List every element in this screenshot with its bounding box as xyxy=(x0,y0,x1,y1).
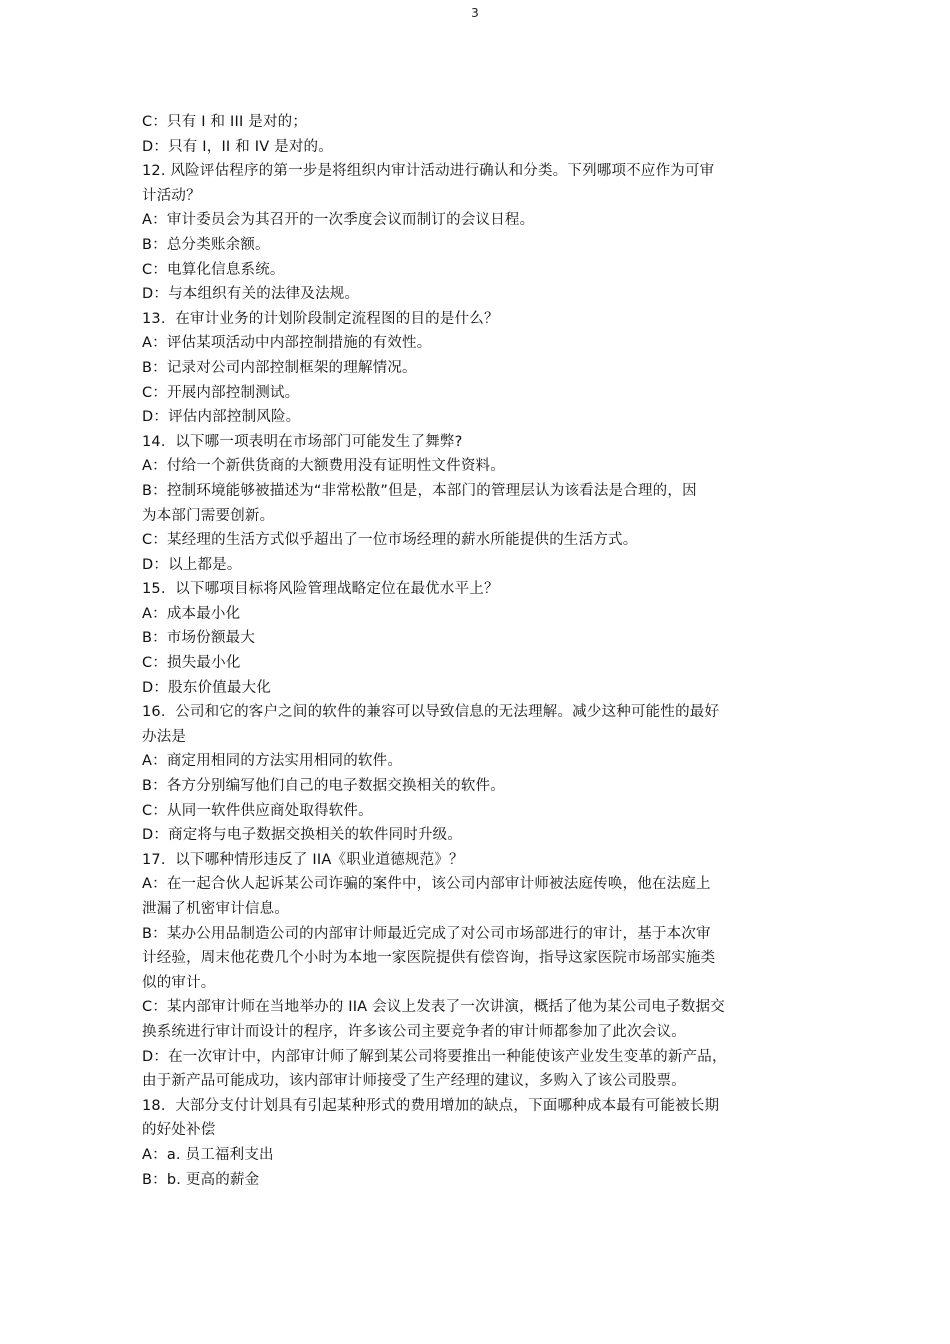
question-14-line: 14. 以下哪一项表明在市场部门可能发生了舞弊? xyxy=(142,433,463,450)
answer-option: 计经验，周末他花费几个小时为本地一家医院提供有偿咨询，指导这家医院市场部实施类 xyxy=(142,950,716,967)
answer-option: A：成本最小化 xyxy=(142,605,241,622)
answer-option: D：评估内部控制风险。 xyxy=(142,409,301,426)
answer-option: C：电算化信息系统。 xyxy=(142,261,285,278)
question-18-line: 的好处补偿 xyxy=(142,1122,216,1139)
answer-option: A：评估某项活动中内部控制措施的有效性。 xyxy=(142,335,432,352)
answer-option: D：与本组织有关的法律及法规。 xyxy=(142,286,360,303)
answer-option: A：付给一个新供货商的大额费用没有证明性文件资料。 xyxy=(142,458,505,475)
answer-option: C：开展内部控制测试。 xyxy=(142,384,300,401)
answer-option: D：在一次审计中，内部审计师了解到某公司将要推出一种能使该产业发生变革的新产品， xyxy=(142,1048,727,1065)
question-13-line: 13. 在审计业务的计划阶段制定流程图的目的是什么？ xyxy=(142,310,499,327)
question-15-line: 15. 以下哪项目标将风险管理战略定位在最优水平上？ xyxy=(142,581,499,598)
document-body xyxy=(142,110,822,1192)
page-number: 3 xyxy=(471,6,479,20)
question-12-line: 计活动？ xyxy=(142,187,201,204)
answer-option: B：总分类账余额。 xyxy=(142,236,270,253)
answer-option: D：以上都是。 xyxy=(142,556,242,573)
answer-option: C：从同一软件供应商处取得软件。 xyxy=(142,802,373,819)
question-17-line: 17. 以下哪种情形违反了 IIA《职业道德规范》？ xyxy=(142,851,464,868)
answer-option: A：在一起合伙人起诉某公司诈骗的案件中，该公司内部审计师被法庭传唤，他在法庭上 xyxy=(142,876,711,893)
answer-option: A：商定用相同的方法实用相同的软件。 xyxy=(142,753,403,770)
answer-option: B：记录对公司内部控制框架的理解情况。 xyxy=(142,359,417,376)
question-16-line: 16. 公司和它的客户之间的软件的兼容可以导致信息的无法理解。减少这种可能性的最好 xyxy=(142,704,720,721)
answer-option: 泄漏了机密审计信息。 xyxy=(142,901,289,917)
text-line: C：只有 I 和 III 是对的； xyxy=(142,114,308,130)
question-12-line: 12. 风险评估程序的第一步是将组织内审计活动进行确认和分类。下列哪项不应作为可审 xyxy=(142,163,715,180)
answer-option: B：b. 更高的薪金 xyxy=(142,1171,260,1188)
question-18-line: 18. 大部分支付计划具有引起某种形式的费用增加的缺点，下面哪种成本最有可能被长期 xyxy=(142,1097,720,1114)
answer-option: C：损失最小化 xyxy=(142,655,241,672)
answer-option: C：某内部审计师在当地举办的 IIA 会议上发表了一次讲演，概括了他为某公司电子数据交 xyxy=(142,999,725,1016)
question-16-line: 办法是 xyxy=(142,728,187,745)
answer-option: A：审计委员会为其召开的一次季度会议而制订的会议日程。 xyxy=(142,212,535,229)
answer-option: 为本部门需要创新。 xyxy=(142,507,275,524)
answer-option: B：各方分别编写他们自己的电子数据交换相关的软件。 xyxy=(142,778,505,795)
answer-option: 换系统进行审计而设计的程序，许多该公司主要竞争者的审计师都参加了此次会议。 xyxy=(142,1023,686,1040)
answer-option: B：某办公用品制造公司的内部审计师最近完成了对公司市场部进行的审计，基于本次审 xyxy=(142,925,711,942)
answer-option: 由于新产品可能成功，该内部审计师接受了生产经理的建议，多购入了该公司股票。 xyxy=(142,1073,686,1090)
answer-option: C：某经理的生活方式似乎超出了一位市场经理的薪水所能提供的生活方式。 xyxy=(142,532,638,549)
answer-option: D：股东价值最大化 xyxy=(142,679,271,696)
answer-option: A：a. 员工福利支出 xyxy=(142,1146,274,1163)
text-line: D：只有 I，II 和 IV 是对的。 xyxy=(142,138,333,155)
answer-option: B：控制环境能够被描述为“非常松散”但是，本部门的管理层认为该看法是合理的，因 xyxy=(142,482,697,499)
answer-option: D：商定将与电子数据交换相关的软件同时升级。 xyxy=(142,827,463,844)
answer-option: B：市场份额最大 xyxy=(142,630,256,647)
answer-option: 似的审计。 xyxy=(142,974,216,991)
